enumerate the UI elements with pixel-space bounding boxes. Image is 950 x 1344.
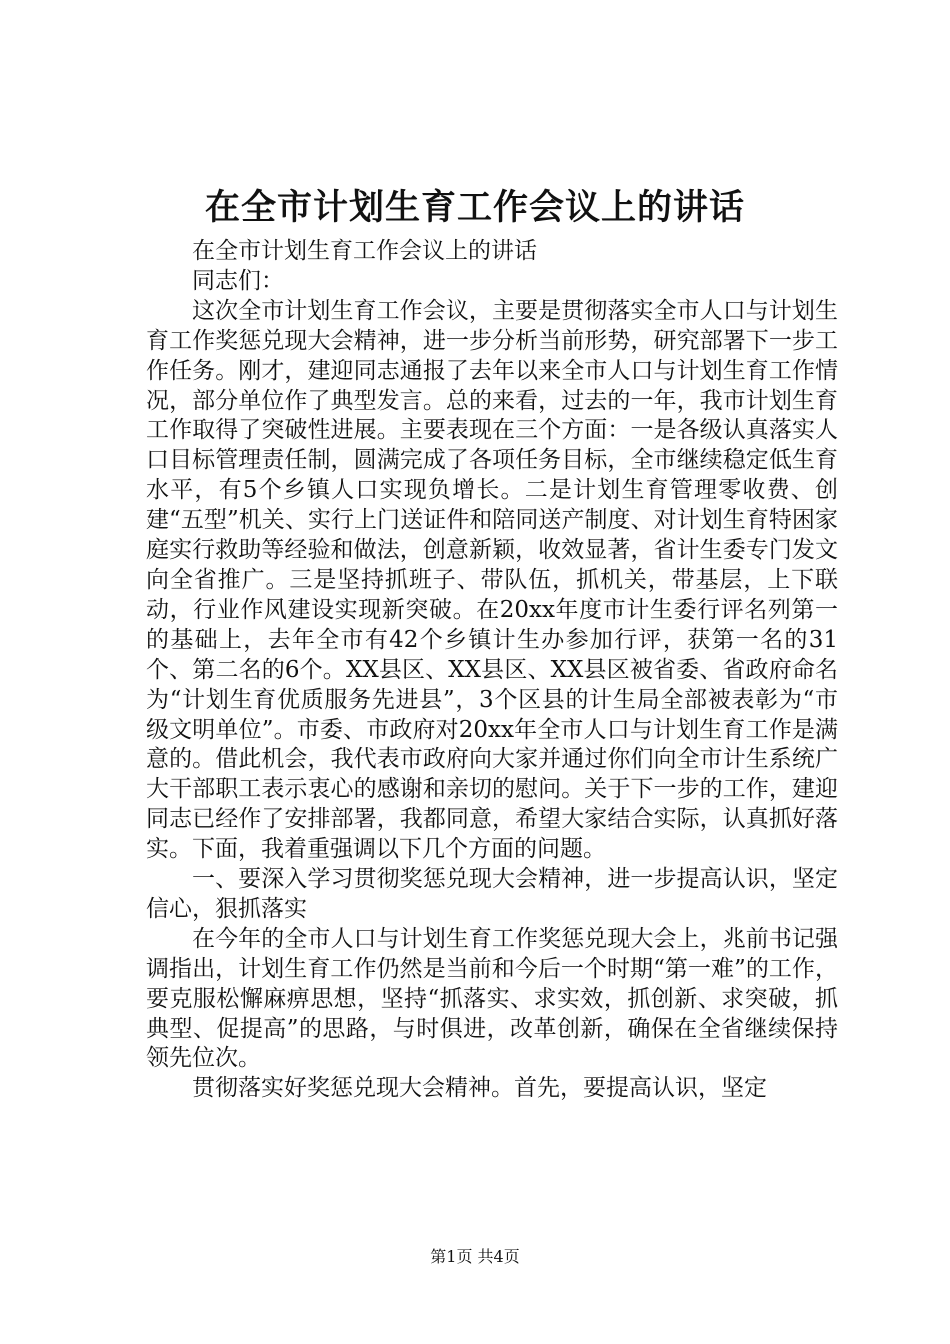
body-paragraph: 在全市计划生育工作会议上的讲话	[192, 238, 537, 264]
page-footer: 第1页 共4页	[430, 1247, 520, 1266]
body-paragraph: 这次全市计划生育工作会议，主要是贯彻落实全市人口与计划生育工作奖惩兑现大会精神，进一步分析当前形势，研究部署下一步工作任务。刚才，建迎同志通报了去年以来全市人口与计划生育工作情况，部分单位作了典型发言。总的来看，过去的一年，我市计划生育工作取得了突破性进展。主要表现在三个方面：一是各级认真落实人口目标管理责任制，圆满完成了各项任务目标，全市继续稳定低生育水平，有5个乡镇人口实现负增长。二是计划生育管理零收费、创建“五型”机关、实行上门送证件和陪同送产制度、对计划生育特困家庭实行救助等经验和做法，创意新颖，收效显著，省计生委专门发文向全省推广。三是坚持抓班子、带队伍，抓机关，带基层，上下联动，行业作风建设实现新突破。在20xx年度市计生委行评名列第一的基础上，去年全市有42个乡镇计生办参加行评，获第一名的31个、第二名的6个。XX县区、XX县区、XX县区被省委、省政府命名为“计划生育优质服务先进县”，3个区县的计生局全部被表彰为“市级文明单位”。市委、市政府对20xx年全市人口与计划生育工作是满意的。借此机会，我代表市政府向大家并通过你们向全市计生系统广大干部职工表示衷心的感谢和亲切的慰问。关于下一步的工作，建迎同志已经作了安排部署，我都同意，希望大家结合实际，认真抓好落实。下面，我着重强调以下几个方面的问题。	[146, 297, 838, 863]
body-paragraph: 在今年的全市人口与计划生育工作奖惩兑现大会上，兆前书记强调指出，计划生育工作仍然是当前和今后一个时期“第一难”的工作，要克服松懈麻痹思想，坚持“抓落实、求实效，抓创新、求突破，抓典型、促提高”的思路，与时俱进，改革创新，确保在全省继续保持领先位次。	[146, 925, 838, 1072]
document-title: 在全市计划生育工作会议上的讲话	[204, 187, 745, 228]
document-body	[146, 237, 838, 1104]
section-heading: 一、要深入学习贯彻奖惩兑现大会精神，进一步提高认识，坚定信心，狠抓落实	[146, 866, 838, 922]
salutation: 同志们：	[192, 267, 284, 294]
body-paragraph: 贯彻落实好奖惩兑现大会精神。首先，要提高认识，坚定	[192, 1075, 767, 1102]
